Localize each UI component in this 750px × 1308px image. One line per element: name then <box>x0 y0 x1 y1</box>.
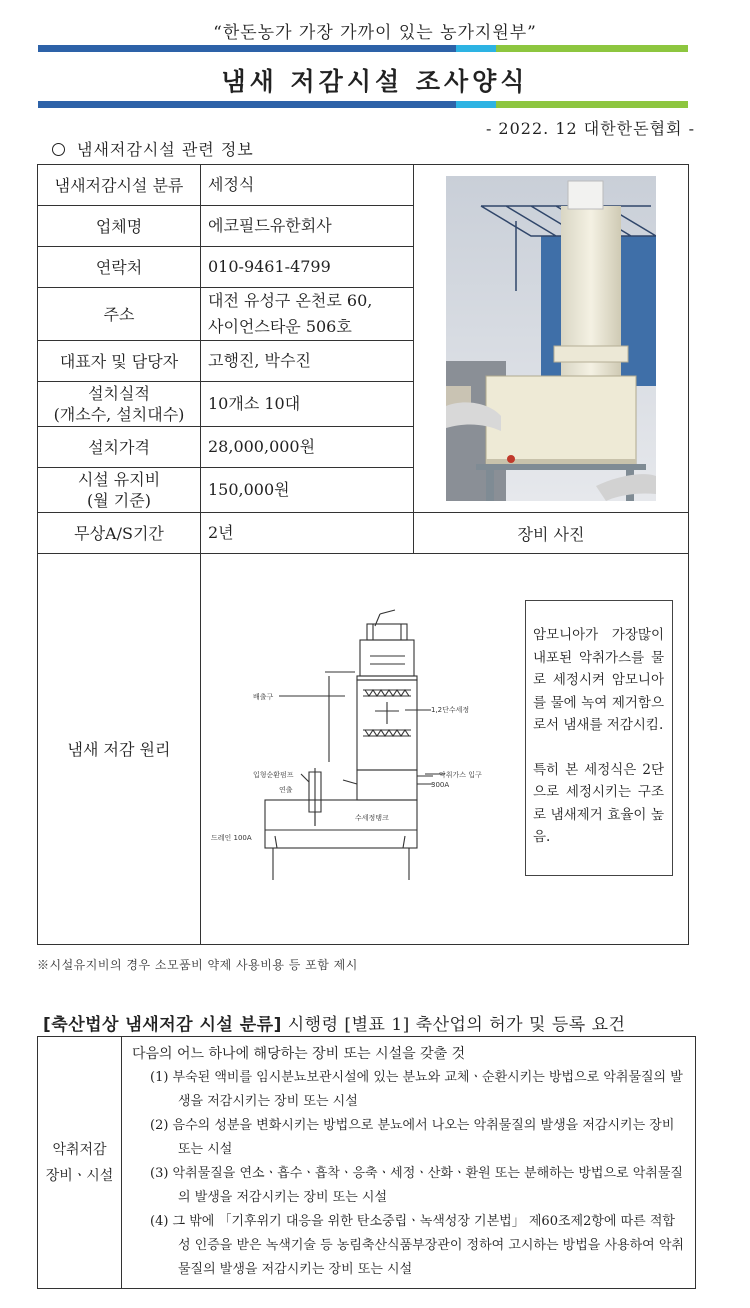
classification-intro: 다음의 어느 하나에 해당하는 장비 또는 시설을 갖출 것 <box>132 1046 466 1062</box>
classification-label <box>38 1037 122 1289</box>
info-label: 주소 <box>38 288 201 341</box>
label-line-2: (월 기준) <box>87 491 151 510</box>
info-label: 냄새저감시설 분류 <box>38 165 201 206</box>
info-value: 에코필드유한회사 <box>201 206 414 247</box>
info-label <box>38 468 201 513</box>
info-value: 150,000원 <box>201 468 414 513</box>
diagram-label-gas-inlet-size: 300A <box>431 781 450 789</box>
diagram-label-tank: 수세정탱크 <box>355 814 389 822</box>
info-value: 010-9461-4799 <box>201 247 414 288</box>
info-value: 고행진, 박수진 <box>201 341 414 382</box>
address-line-1: 대전 유성구 온천로 60, <box>208 291 373 310</box>
info-value: 28,000,000원 <box>201 427 414 468</box>
classification-title: [축산법상 냄새저감 시설 분류] <box>43 1015 282 1035</box>
header-bottom-rule <box>38 101 688 108</box>
label-line-1: 시설 유지비 <box>77 470 161 489</box>
footnote: ※시설유지비의 경우 소모품비 약제 사용비용 등 포함 제시 <box>37 958 358 972</box>
principle-label: 냄새 저감 원리 <box>38 554 201 945</box>
page-title: 냄새 저감시설 조사양식 <box>221 67 529 96</box>
section-info-heading <box>52 137 254 160</box>
table-row <box>38 1037 696 1289</box>
classification-heading <box>43 1010 625 1035</box>
info-value: 10개소 10대 <box>201 382 414 427</box>
equipment-photo-cell <box>414 165 689 513</box>
label-line-2: (개소수, 설치대수) <box>53 405 185 424</box>
photo-caption: 장비 사진 <box>414 513 689 554</box>
section-info-title: 냄새저감시설 관련 정보 <box>77 140 254 159</box>
classification-table <box>37 1036 696 1289</box>
list-item: (2) 음수의 성분을 변화시키는 방법으로 분뇨에서 나오는 악취물질의 발생을 저감시키는 장비 또는 시설 <box>150 1118 675 1157</box>
slogan: “한돈농가 가장 가까이 있는 농가지원부” <box>213 23 537 43</box>
diagram-label-inlet-pipe: 연출 <box>279 786 293 794</box>
table-row <box>38 165 689 206</box>
diagram-label-gas-inlet: 악취가스 입구 <box>439 771 482 779</box>
info-label: 업체명 <box>38 206 201 247</box>
label-line-1: 설치실적 <box>88 384 150 403</box>
list-item: (4) 그 밖에 「기후위기 대응을 위한 탄소중립ㆍ녹색성장 기본법」 제60조제2항에 따른 적합성 인증을 받은 녹색기술 등 농림축산식품부장관이 정하여 고시하는 방법을 사용하여 악취물질의 발생을 저감시키는 장비 또는 시설 <box>150 1214 684 1277</box>
info-label: 무상A/S기간 <box>38 513 201 554</box>
diagram-label-exhaust: 배출구 <box>253 693 274 701</box>
info-label: 대표자 및 담당자 <box>38 341 201 382</box>
circle-bullet-icon <box>52 143 65 156</box>
diagram-label-pump: 입형순환펌프 <box>253 771 294 779</box>
list-item: (1) 부숙된 액비를 임시분뇨보관시설에 있는 분뇨와 교체ㆍ순환시키는 방법으로 악취물질의 발생을 저감시키는 장비 또는 시설 <box>150 1070 683 1109</box>
info-value: 2년 <box>201 513 414 554</box>
list-item: (3) 악취물질을 연소ㆍ흡수ㆍ흡착ㆍ응축ㆍ세정ㆍ산화ㆍ환원 또는 분해하는 방법으로 악취물질의 발생을 저감시키는 장비 또는 시설 <box>150 1166 683 1205</box>
equipment-photo <box>446 176 656 501</box>
info-label <box>38 382 201 427</box>
description-paragraph-1: 암모니아가 가장많이 내포된 악취가스를 물로 세정시켜 암모니아를 물에 녹여 제거함으로서 냄새를 저감시킴. <box>533 627 664 733</box>
info-value <box>201 288 414 341</box>
date-line: - 2022. 12 대한한돈협회 - <box>485 119 695 138</box>
classification-subtitle: 시행령 [별표 1] 축산업의 허가 및 등록 요건 <box>281 1015 626 1035</box>
description-paragraph-2: 특히 본 세정식은 2단으로 세정시키는 구조로 냄새제거 효율이 높음. <box>533 761 664 845</box>
diagram-label-drain: 드레인 100A <box>211 834 252 842</box>
info-value: 세정식 <box>201 165 414 206</box>
classification-body <box>122 1037 696 1289</box>
label-line-1: 악취저감 <box>52 1141 107 1158</box>
address-line-2: 사이언스타운 506호 <box>208 317 352 336</box>
diagram-label-stage: 1,2단수세정 <box>431 706 470 714</box>
header-top-rule <box>38 45 688 52</box>
scrubber-diagram <box>205 606 510 886</box>
table-row <box>38 513 689 554</box>
label-line-2: 장비ㆍ시설 <box>45 1167 114 1184</box>
principle-description <box>525 600 673 876</box>
info-label: 설치가격 <box>38 427 201 468</box>
info-label: 연락처 <box>38 247 201 288</box>
